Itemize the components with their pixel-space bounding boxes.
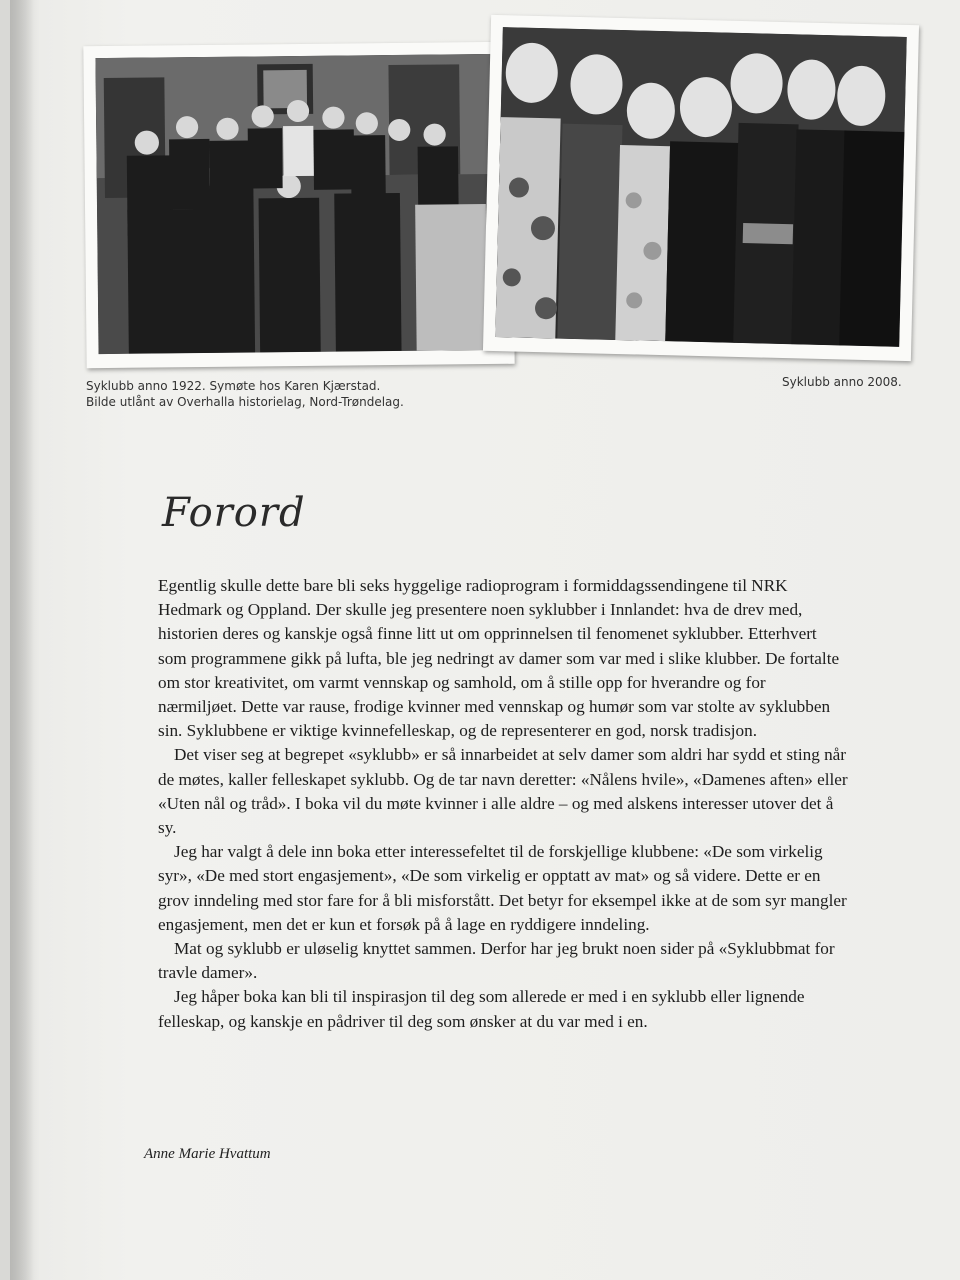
paragraph-1: Egentlig skulle dette bare bli seks hyggelige radioprogram i formiddagssendingene til NRK Hedmark og Oppland. Der skulle jeg presentere noen syklubber i Innlandet: hva de drev med, historien deres og kanskje også finne litt ut om opprinnelsen til fenomenet syklubber. Etterhvert som programmene gikk på lufta, ble jeg nedringt av damer som var med i slike klubber. De fortalte om stor kreativitet, om varmt vennskap og samhold, om å stille opp for hverandre og for nærmiljøet. Dette var rause, frodige kvinner med vennskap og humør som var stolte av syklubben sin. Syklubbene er viktige kvinnefelleskap, og de representerer en god, norsk tradisjon.: [158, 576, 840, 741]
photo-1922: [83, 42, 514, 368]
caption-2008: Syklubb anno 2008.: [782, 375, 902, 389]
caption-1922-line-1: Syklubb anno 1922. Symøte hos Karen Kjærstad.: [86, 379, 381, 393]
caption-1922: [86, 378, 404, 410]
paragraph-5: Jeg håper boka kan bli til inspirasjon til deg som allerede er med i en syklubb eller lignende felleskap, og kanskje en pådriver til deg som ønsker at du var med i en.: [158, 987, 805, 1031]
page-title: Forord: [162, 490, 306, 536]
binding-shadow: [10, 0, 34, 1280]
group-photo-2008-image: [495, 27, 906, 347]
photo-2008: [483, 15, 919, 361]
paragraph-2: Det viser seg at begrepet «syklubb» er så innarbeidet at selv damer som aldri har sydd et sting når de møtes, kaller felleskapet syklubb. Og de tar navn deretter: «Nålens hvile», «Damenes aften» eller «Uten nål og tråd». I boka vil du møte kvinner i alle aldre – og med alskens interesser utover det å sy.: [158, 745, 848, 838]
author-signature: Anne Marie Hvattum: [144, 1146, 271, 1162]
paragraph-3: Jeg har valgt å dele inn boka etter interessefeltet til de forskjellige klubbene: «De som virkelig syr», «De med stort engasjement», «De som virkelig er opptatt av mat» og så videre. Dette er en grov inndeling med stor fare for å bli misforstått. Det betyr for eksempel ikke at de som syr mangler engasjement, men det er kun et forsøk på å lage en ryddigere inndeling.: [158, 842, 847, 934]
paragraph-4: Mat og syklubb er uløselig knyttet sammen. Derfor har jeg brukt noen sider på «Syklubbmat for travle damer».: [158, 939, 835, 983]
body-text: [158, 574, 848, 1034]
caption-1922-line-2: Bilde utlånt av Overhalla historielag, Nord-Trøndelag.: [86, 395, 404, 409]
group-photo-1922-image: [95, 54, 502, 354]
